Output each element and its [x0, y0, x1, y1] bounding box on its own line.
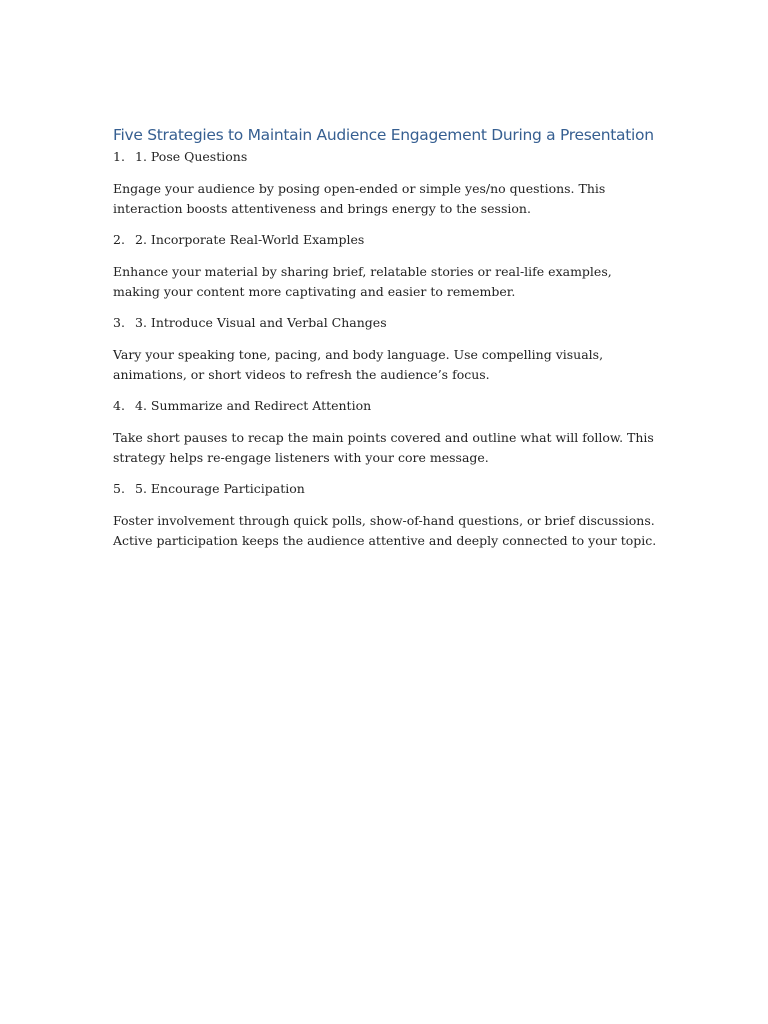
list-item-title: 1. Pose Questions: [135, 149, 248, 164]
list-item-body: Take short pauses to recap the main points covered and outline what will follow. This strategy helps re-engage listeners with your core message.: [113, 430, 654, 465]
list-item-heading: [113, 396, 658, 415]
list-item-title: 3. Introduce Visual and Verbal Changes: [135, 315, 387, 330]
list-number: 2.: [113, 232, 125, 247]
list-item-title: 2. Incorporate Real-World Examples: [135, 232, 365, 247]
list-number: 5.: [113, 481, 125, 496]
document-title: Five Strategies to Maintain Audience Engagement During a Presentation: [113, 126, 654, 144]
list-number: 3.: [113, 315, 125, 330]
list-item-body: Enhance your material by sharing brief, relatable stories or real-life examples, making your content more captivating and easier to remember.: [113, 264, 612, 299]
list-number: 1.: [113, 149, 125, 164]
list-item-heading: [113, 147, 658, 166]
list-item-heading: [113, 230, 658, 249]
list-item-body: Engage your audience by posing open-ended or simple yes/no questions. This interaction boosts attentiveness and brings energy to the session.: [113, 181, 606, 216]
list-item-title: 4. Summarize and Redirect Attention: [135, 398, 372, 413]
document-content: [113, 124, 658, 562]
list-item-body: Vary your speaking tone, pacing, and body language. Use compelling visuals, animations, or short videos to refresh the audience’s focus.: [113, 347, 604, 382]
list-item-heading: [113, 479, 658, 498]
list-item-heading: [113, 313, 658, 332]
list-item-title: 5. Encourage Participation: [135, 481, 305, 496]
list-number: 4.: [113, 398, 125, 413]
list-item-body: Foster involvement through quick polls, show-of-hand questions, or brief discussions. Active participation keeps the audience attentive and deeply connected to your topic.: [113, 513, 657, 548]
